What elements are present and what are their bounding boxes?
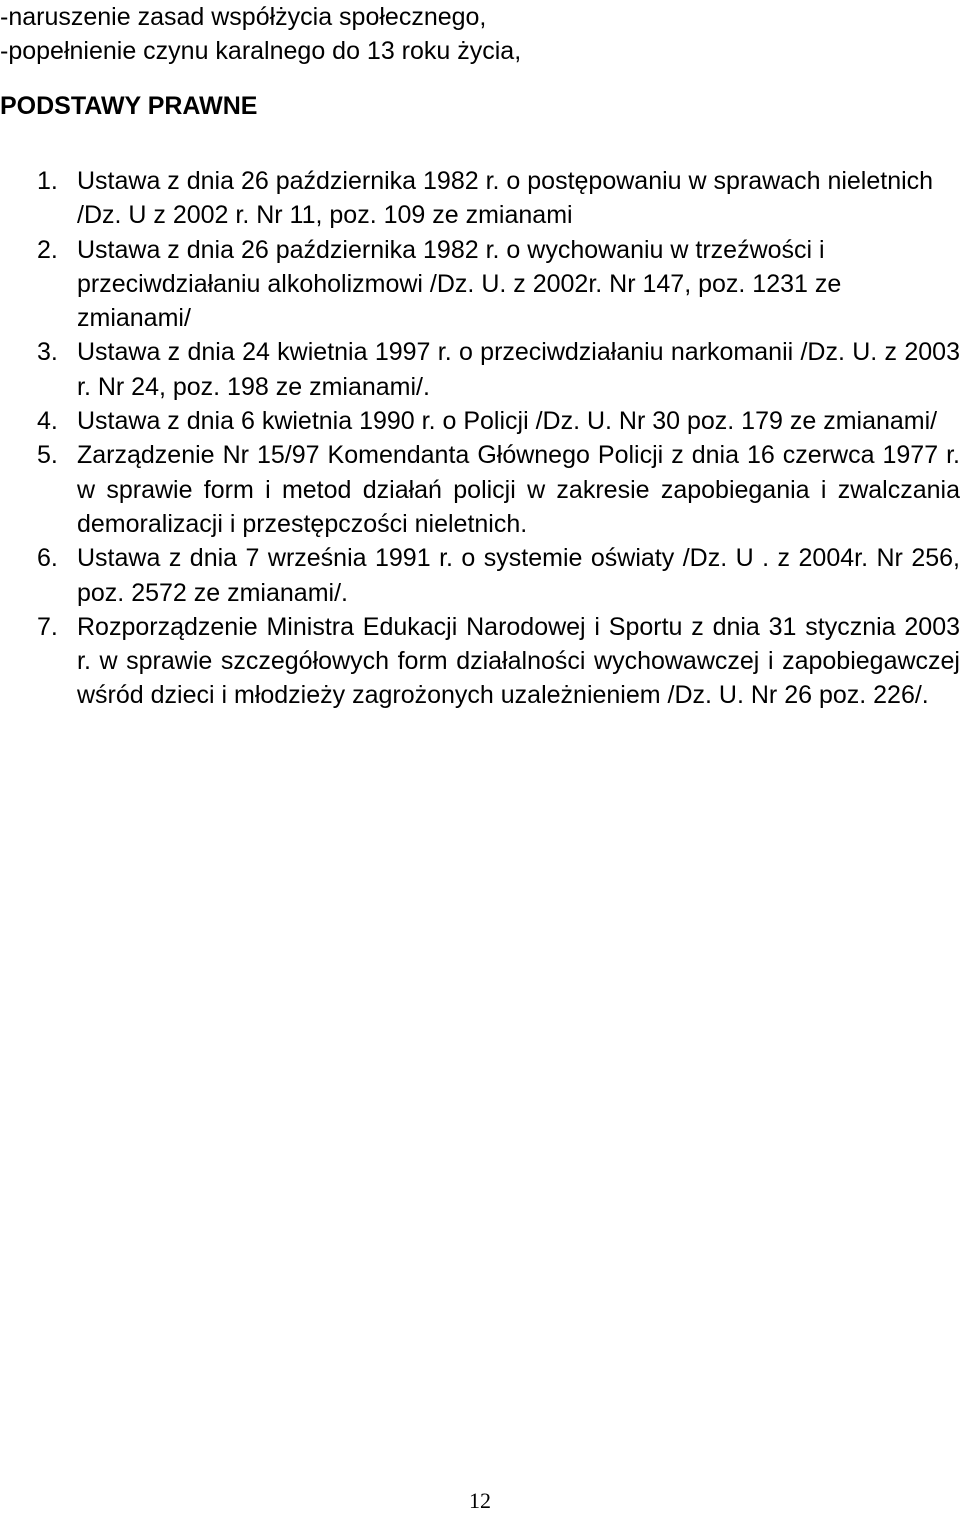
item-text: Ustawa z dnia 6 kwietnia 1990 r. o Policji /Dz. U. Nr 30 poz. 179 ze zmianami/: [77, 407, 938, 436]
section-heading: PODSTAWY PRAWNE: [0, 92, 258, 120]
item-text: Ustawa z dnia 26 października 1982 r. o wychowaniu w trzeźwości i przeciwdziałaniu alkoholizmowi /Dz. U. z 2002r. Nr 147, poz. 1231 ze zmianami/: [77, 235, 842, 333]
item-number: 6.: [37, 544, 58, 573]
legal-basis-item-5: [0, 438, 960, 541]
item-number: 7.: [37, 612, 58, 641]
item-number: 3.: [37, 338, 58, 367]
item-text: Ustawa z dnia 24 kwietnia 1997 r. o przeciwdziałaniu narkomanii /Dz. U. z 2003 r. Nr 24, poz. 198 ze zmianami/.: [77, 338, 960, 401]
legal-basis-item-1: [0, 164, 960, 233]
item-number: 2.: [37, 235, 58, 264]
legal-basis-item-3: [0, 335, 960, 404]
intro-line-1: -naruszenie zasad współżycia społecznego,: [0, 3, 487, 31]
legal-basis-item-4: [0, 404, 960, 438]
item-number: 5.: [37, 441, 58, 470]
intro-line-2: -popełnienie czynu karalnego do 13 roku życia,: [0, 37, 522, 65]
item-text: Ustawa z dnia 26 października 1982 r. o postępowaniu w sprawach nieletnich /Dz. U z 2002 r. Nr 11, poz. 109 ze zmianami: [77, 167, 934, 230]
legal-basis-item-2: [0, 233, 960, 336]
legal-basis-item-7: [0, 610, 960, 713]
item-text: Zarządzenie Nr 15/97 Komendanta Głównego Policji z dnia 16 czerwca 1977 r. w sprawie form i metod działań policji w zakresie zapobiegania i zwalczania demoralizacji i przestępczości nieletnich.: [77, 441, 960, 538]
page-number: 12: [469, 1488, 491, 1513]
intro-list: [0, 0, 940, 68]
item-number: 1.: [37, 167, 58, 195]
item-number: 4.: [37, 407, 58, 436]
legal-basis-item-6: [0, 541, 960, 610]
item-text: Ustawa z dnia 7 września 1991 r. o systemie oświaty /Dz. U . z 2004r. Nr 256, poz. 2572 ze zmianami/.: [77, 544, 960, 607]
item-text: Rozporządzenie Ministra Edukacji Narodowej i Sportu z dnia 31 stycznia 2003 r. w sprawie szczegółowych form działalności wychowawczej i zapobiegawczej wśród dzieci i młodzieży zagrożonych uzależnieniem /Dz. U. Nr 26 poz. 226/.: [77, 612, 960, 710]
legal-basis-list: [0, 164, 960, 713]
